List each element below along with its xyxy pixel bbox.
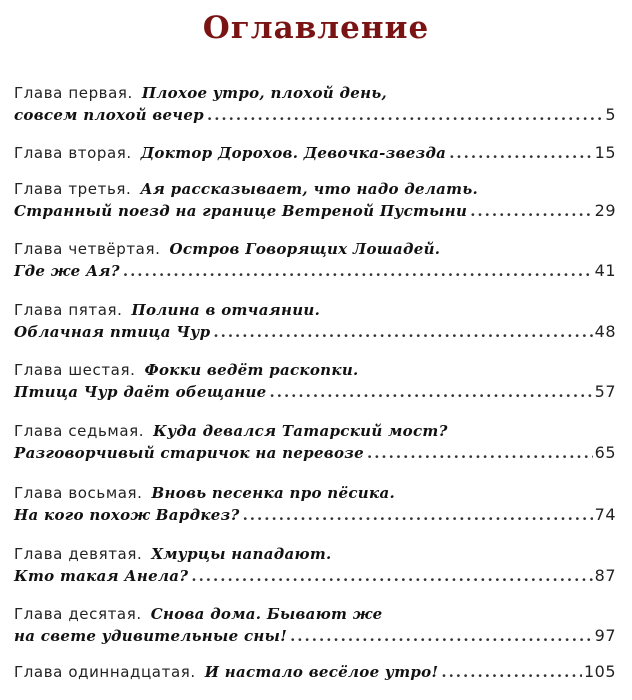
toc-entry-1 bbox=[14, 82, 616, 126]
chapter-title: И настало весёлое утро! bbox=[204, 663, 439, 681]
dot-leader bbox=[243, 504, 593, 526]
dot-leader bbox=[290, 625, 593, 647]
toc-entry-10 bbox=[14, 603, 616, 647]
chapter-title: Снова дома. Бывают же bbox=[150, 605, 383, 623]
chapter-label: Глава третья. bbox=[14, 180, 132, 198]
toc-entry-line bbox=[14, 625, 616, 647]
chapter-title-continued: Облачная птица Чур bbox=[14, 323, 211, 341]
page-number: 74 bbox=[594, 505, 616, 524]
toc-entry-line bbox=[14, 661, 616, 683]
toc-entry-3 bbox=[14, 178, 616, 222]
chapter-title: Куда девался Татарский мост? bbox=[153, 422, 448, 440]
dot-leader bbox=[270, 381, 593, 403]
chapter-title-continued: на свете удивительные сны! bbox=[14, 627, 288, 645]
chapter-title: Полина в отчаянии. bbox=[131, 301, 321, 319]
chapter-title-continued: Кто такая Анела? bbox=[14, 567, 189, 585]
dot-leader bbox=[213, 321, 592, 343]
dot-leader bbox=[207, 104, 603, 126]
toc-entry-line bbox=[14, 104, 616, 126]
page-title: Оглавление bbox=[202, 10, 430, 46]
toc-entry-8 bbox=[14, 482, 616, 526]
chapter-label: Глава седьмая. bbox=[14, 422, 145, 440]
toc-entry-line bbox=[14, 603, 616, 625]
toc-entry-9 bbox=[14, 543, 616, 587]
page-number: 5 bbox=[605, 105, 616, 124]
dot-leader bbox=[191, 565, 592, 587]
chapter-title-continued: На кого похож Вардкез? bbox=[14, 506, 240, 524]
chapter-label: Глава шестая. bbox=[14, 361, 136, 379]
chapter-title: Ая рассказывает, что надо делать. bbox=[140, 180, 479, 198]
chapter-title: Фокки ведёт раскопки. bbox=[144, 361, 359, 379]
page-number: 48 bbox=[594, 322, 616, 341]
dot-leader bbox=[449, 142, 592, 164]
dot-leader bbox=[441, 661, 582, 683]
page-number: 29 bbox=[594, 201, 616, 220]
chapter-label: Глава девятая. bbox=[14, 545, 143, 563]
toc-entry-line bbox=[14, 260, 616, 282]
chapter-title-continued: совсем плохой вечер bbox=[14, 106, 204, 124]
chapter-label: Глава одиннадцатая. bbox=[14, 663, 196, 681]
toc-entry-line bbox=[14, 200, 616, 222]
chapter-label: Глава восьмая. bbox=[14, 484, 143, 502]
dot-leader bbox=[367, 442, 593, 464]
toc-entry-line bbox=[14, 82, 616, 104]
page-number: 57 bbox=[594, 382, 616, 401]
toc-entry-5 bbox=[14, 299, 616, 343]
toc-entry-line bbox=[14, 359, 616, 381]
chapter-label: Глава вторая. bbox=[14, 144, 132, 162]
page-number: 87 bbox=[594, 566, 616, 585]
chapter-title-continued: Странный поезд на границе Ветреной Пустыни bbox=[14, 202, 468, 220]
chapter-title: Хмурцы нападают. bbox=[151, 545, 332, 563]
dot-leader bbox=[470, 200, 592, 222]
toc-entry-6 bbox=[14, 359, 616, 403]
chapter-label: Глава десятая. bbox=[14, 605, 142, 623]
toc-entry-4 bbox=[14, 238, 616, 282]
toc-entry-7 bbox=[14, 420, 616, 464]
page-number: 65 bbox=[594, 443, 616, 462]
toc-entry-line bbox=[14, 504, 616, 526]
toc-entry-line bbox=[14, 178, 616, 200]
chapter-label: Глава четвёртая. bbox=[14, 240, 161, 258]
chapter-title: Вновь песенка про пёсика. bbox=[151, 484, 395, 502]
chapter-label: Глава пятая. bbox=[14, 301, 123, 319]
toc-entry-line bbox=[14, 381, 616, 403]
page-number: 97 bbox=[594, 626, 616, 645]
toc-entry-line bbox=[14, 543, 616, 565]
chapter-title-continued: Где же Ая? bbox=[14, 262, 120, 280]
toc-entry-11 bbox=[14, 661, 616, 683]
page-number: 15 bbox=[594, 143, 616, 162]
page-number: 105 bbox=[583, 662, 616, 681]
toc-entry-line bbox=[14, 299, 616, 321]
chapter-label: Глава первая. bbox=[14, 84, 133, 102]
chapter-title-continued: Разговорчивый старичок на перевозе bbox=[14, 444, 364, 462]
toc-entry-line bbox=[14, 442, 616, 464]
chapter-title: Остров Говорящих Лошадей. bbox=[169, 240, 441, 258]
chapter-title: Доктор Дорохов. Девочка-звезда bbox=[140, 144, 447, 162]
chapter-title: Плохое утро, плохой день, bbox=[141, 84, 388, 102]
dot-leader bbox=[123, 260, 593, 282]
chapter-title-continued: Птица Чур даёт обещание bbox=[14, 383, 267, 401]
page-number: 41 bbox=[594, 261, 616, 280]
toc-entry-line bbox=[14, 482, 616, 504]
toc-entry-line bbox=[14, 142, 616, 164]
toc-entry-2 bbox=[14, 142, 616, 164]
toc-entry-line bbox=[14, 565, 616, 587]
toc-entry-line bbox=[14, 321, 616, 343]
toc-entry-line bbox=[14, 420, 616, 442]
toc-entry-line bbox=[14, 238, 616, 260]
